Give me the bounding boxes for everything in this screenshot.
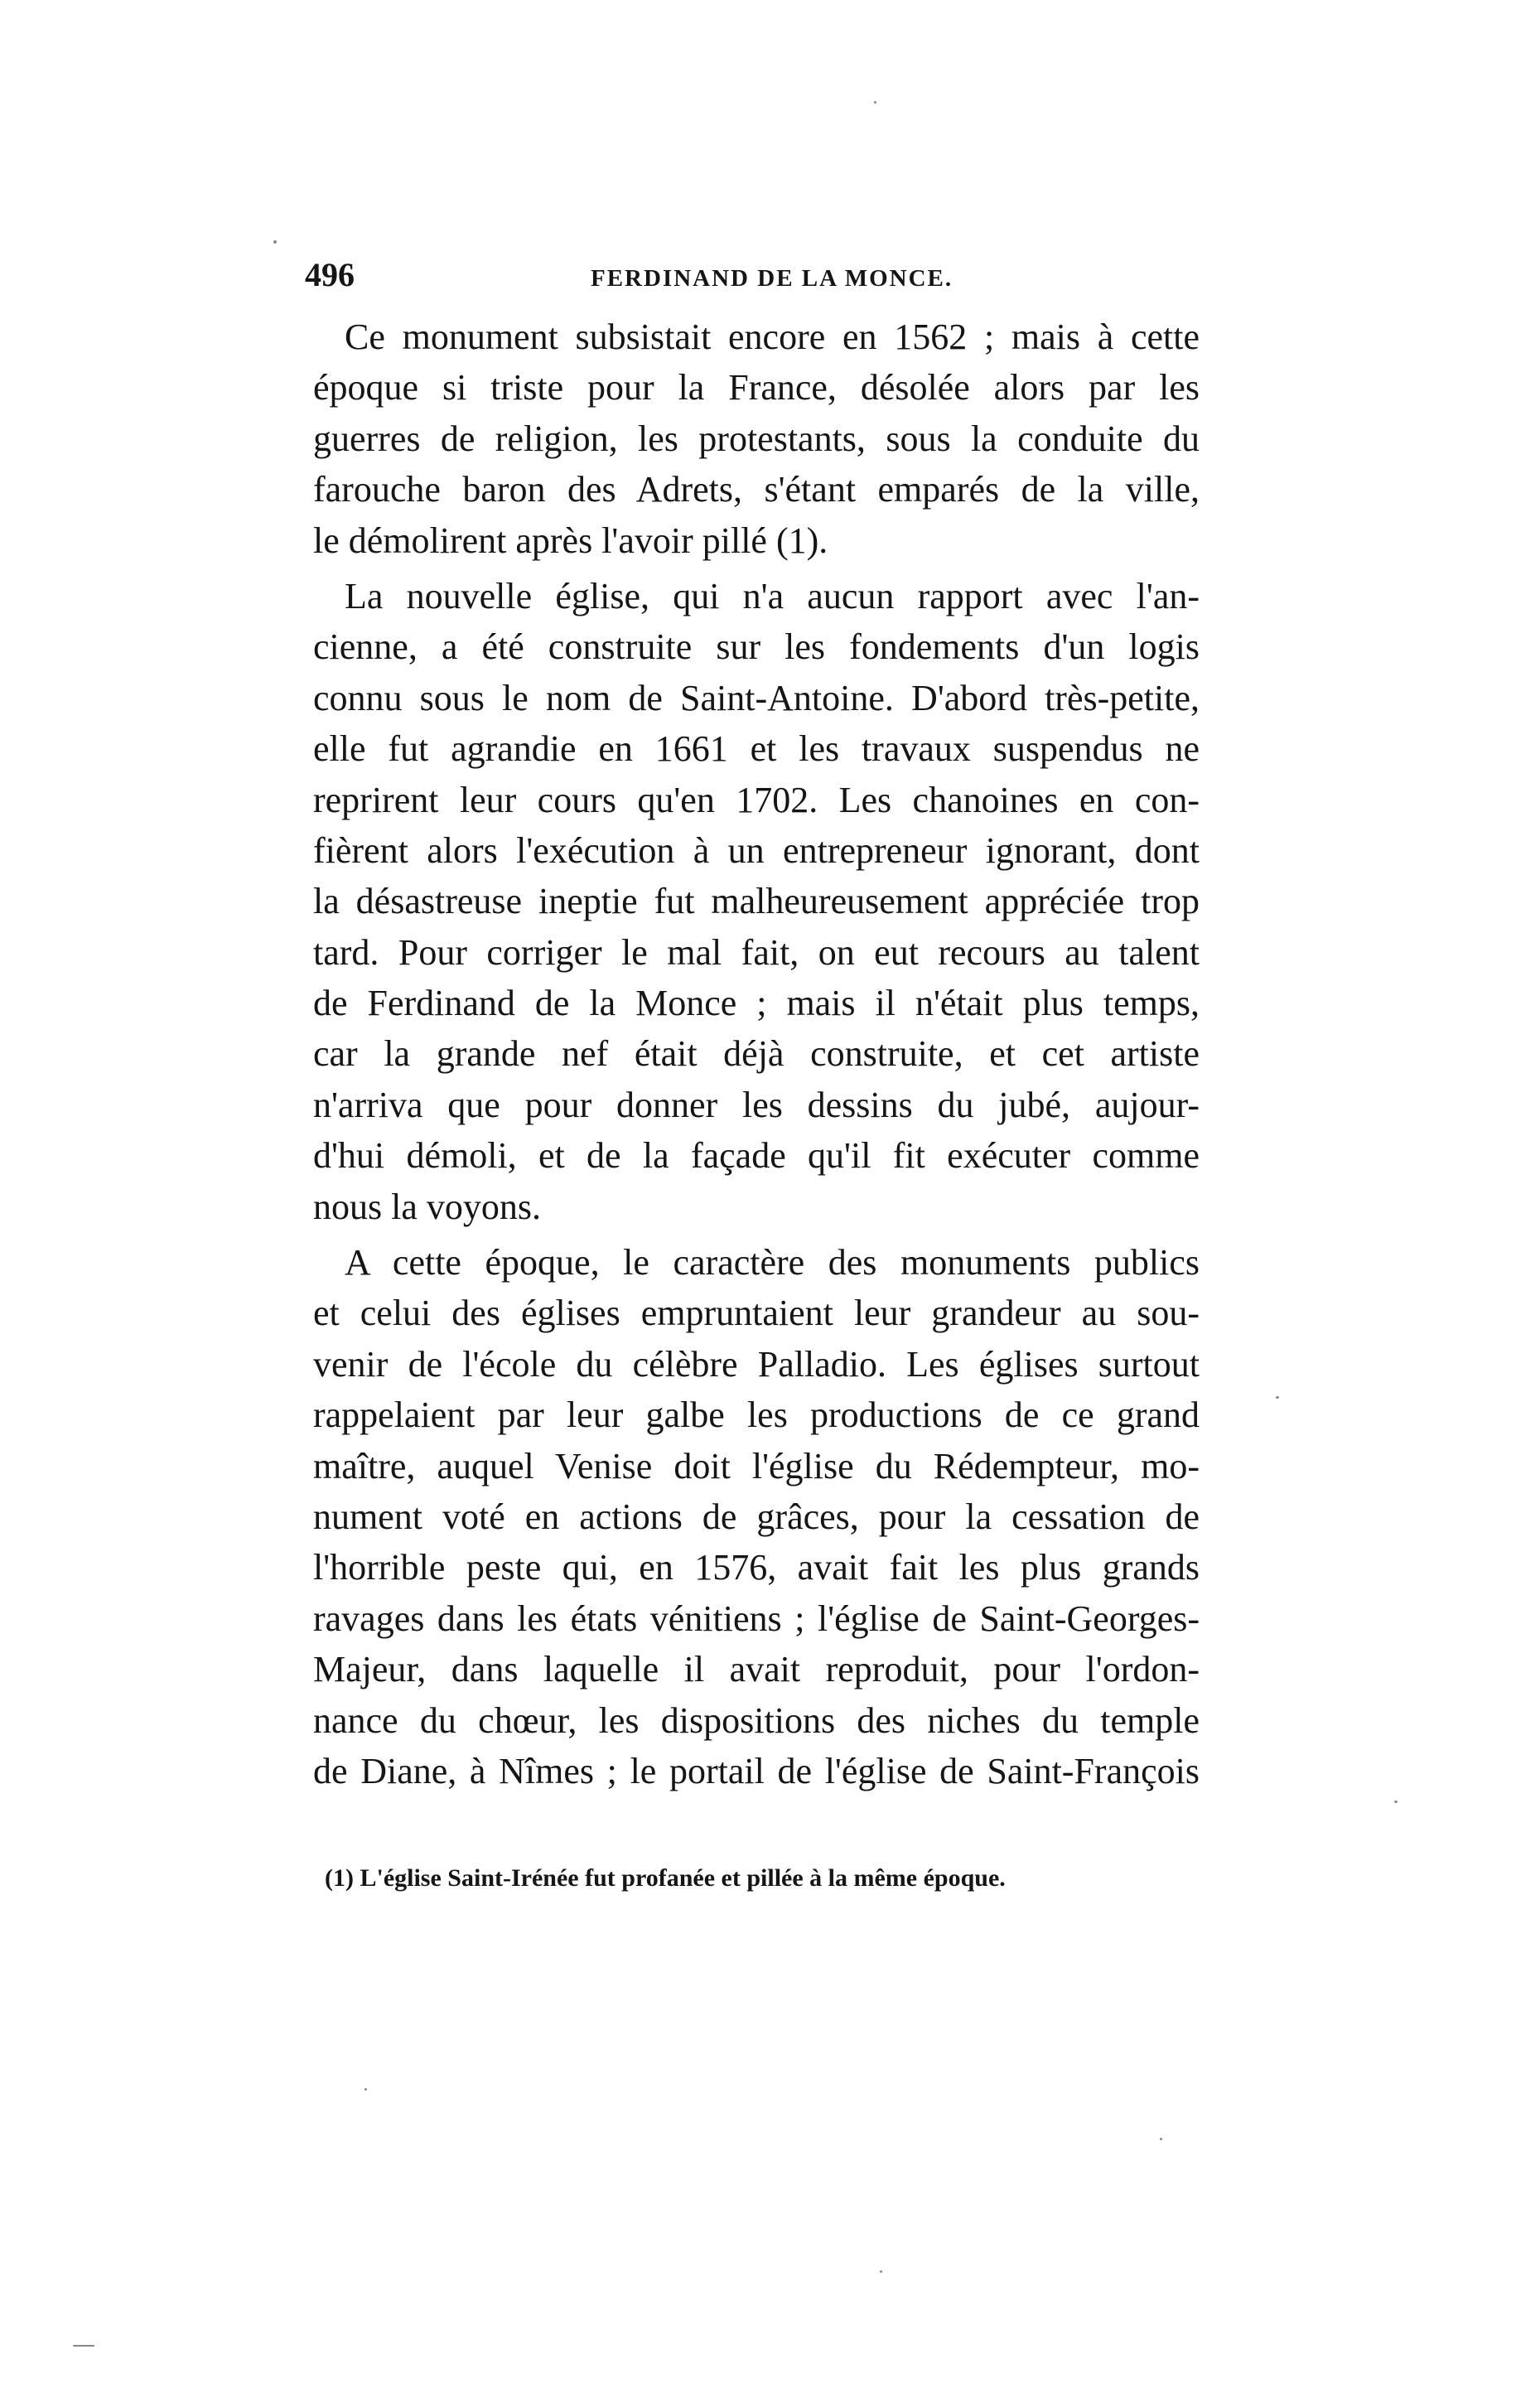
text-line: tard. Pour corriger le mal fait, on eut recours au talent [313, 931, 1200, 973]
scan-speck [1160, 2138, 1162, 2140]
text-line: nous la voyons. [313, 1186, 541, 1227]
text-line: nument voté en actions de grâces, pour la cessation de [313, 1496, 1200, 1537]
scan-speck [273, 240, 277, 244]
scan-speck [1394, 1801, 1398, 1803]
text-line: la désastreuse ineptie fut malheureusement appréciée trop [313, 881, 1200, 922]
page-header [305, 249, 1195, 298]
text-line: connu sous le nom de Saint-Antoine. D'abord très-petite, [313, 677, 1200, 718]
footnote: (1) L'église Saint-Irénée fut profanée et pillée à la même époque. [325, 1864, 1006, 1892]
scan-speck [73, 2345, 94, 2347]
text-line: de Diane, à Nîmes ; le portail de l'église de Saint-François [313, 1750, 1200, 1791]
text-line: venir de l'école du célèbre Palladio. Les églises surtout [313, 1343, 1200, 1385]
body-text [313, 312, 1200, 1796]
paragraph-3 [313, 1237, 1200, 1796]
text-line: fièrent alors l'exécution à un entrepreneur ignorant, dont [313, 829, 1200, 871]
text-line: ravages dans les états vénitiens ; l'église de Saint-Georges- [313, 1598, 1200, 1639]
scan-speck [880, 2270, 882, 2273]
scan-speck [874, 101, 876, 104]
text-line: rappelaient par leur galbe les productions de ce grand [313, 1395, 1200, 1436]
text-line: elle fut agrandie en 1661 et les travaux suspendus ne [313, 728, 1200, 770]
text-line: farouche baron des Adrets, s'étant emparés de la ville, [313, 469, 1200, 510]
text-line: maître, auquel Venise doit l'église du Rédempteur, mo- [313, 1445, 1200, 1486]
text-line: A cette époque, le caractère des monuments publics [345, 1242, 1200, 1283]
text-line: reprirent leur cours qu'en 1702. Les chanoines en con- [313, 779, 1200, 820]
text-line: le démolirent après l'avoir pillé (1). [313, 520, 828, 561]
text-line: nance du chœur, les dispositions des niches du temple [313, 1699, 1200, 1741]
text-line: de Ferdinand de la Monce ; mais il n'était plus temps, [313, 983, 1200, 1024]
page-number: 496 [305, 256, 355, 293]
text-line: époque si triste pour la France, désolée alors par les [313, 367, 1200, 408]
running-title: FERDINAND DE LA MONCE. [591, 265, 953, 292]
paragraph-2 [313, 571, 1200, 1232]
text-line: Ce monument subsistait encore en 1562 ; mais à cette [345, 317, 1200, 357]
scan-speck [1276, 1396, 1279, 1399]
text-line: car la grande nef était déjà construite, et cet artiste [313, 1033, 1200, 1075]
text-line: d'hui démoli, et de la façade qu'il fit exécuter comme [313, 1135, 1200, 1177]
text-line: Majeur, dans laquelle il avait reproduit, pour l'ordon- [313, 1649, 1200, 1690]
scan-speck [364, 2088, 367, 2091]
text-line: cienne, a été construite sur les fondements d'un logis [313, 626, 1200, 668]
text-line: guerres de religion, les protestants, sous la conduite du [313, 418, 1200, 459]
text-line: l'horrible peste qui, en 1576, avait fait les plus grands [313, 1547, 1200, 1588]
paragraph-1 [313, 312, 1200, 566]
text-line: n'arriva que pour donner les dessins du jubé, aujour- [313, 1084, 1200, 1125]
text-line: et celui des églises empruntaient leur grandeur au sou- [313, 1293, 1200, 1334]
text-line: La nouvelle église, qui n'a aucun rapport avec l'an- [345, 575, 1200, 616]
